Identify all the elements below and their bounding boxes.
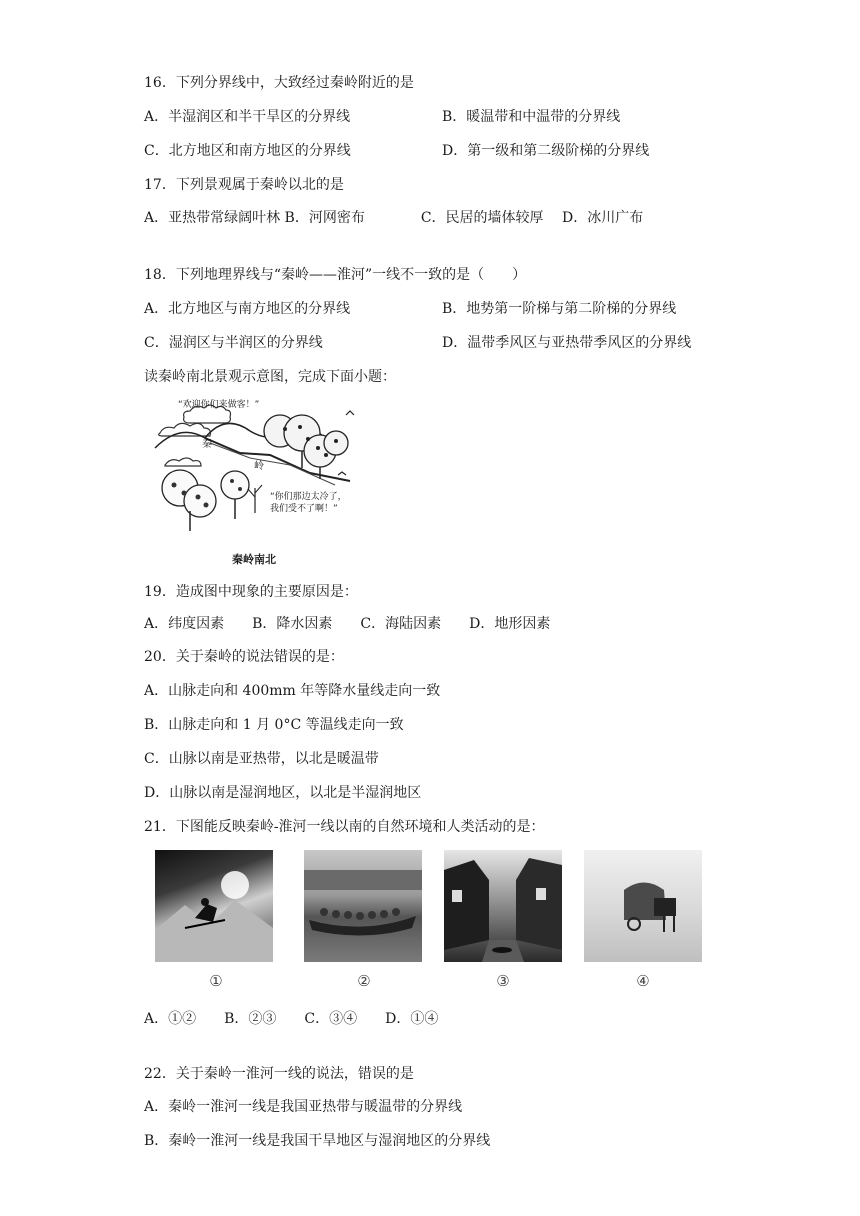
q18-option-c: C．湿润区与半润区的分界线 <box>144 335 323 351</box>
q21-stem: 21．下图能反映秦岭-淮河一线以南的自然环境和人类活动的是： <box>144 819 545 835</box>
q16-option-c: C．北方地区和南方地区的分界线 <box>144 143 351 159</box>
speech-south-2: 我们受不了啊！” <box>270 504 338 514</box>
q20-option-a: A．山脉走向和 400mm 年等降水量线走向一致 <box>144 683 441 699</box>
q20-option-c: C．山脉以南是亚热带，以北是暖温带 <box>144 751 379 767</box>
cartoon-caption: 秦岭南北 <box>232 553 276 566</box>
q22-stem: 22．关于秦岭一淮河一线的说法，错误的是 <box>144 1066 414 1082</box>
figure-intro: 读秦岭南北景观示意图，完成下面小题： <box>144 369 396 385</box>
q18-option-a: A．北方地区与南方地区的分界线 <box>144 301 351 317</box>
q20-option-b: B．山脉走向和 1 月 0°C 等温线走向一致 <box>144 717 404 733</box>
q19-options: A．纬度因素 B．降水因素 C．海陆因素 D．地形因素 <box>144 616 551 632</box>
q16-option-d: D．第一级和第二级阶梯的分界线 <box>442 143 650 159</box>
photo-label-3: ③ <box>496 972 510 990</box>
photo-label-2: ② <box>357 972 371 990</box>
photo-label-1: ① <box>209 972 223 990</box>
speech-north: “欢迎你们来做客！” <box>178 400 260 410</box>
qinling-cartoon <box>150 393 370 568</box>
q18-option-d: D．温带季风区与亚热带季风区的分界线 <box>442 335 692 351</box>
q17-stem: 17．下列景观属于秦岭以北的是 <box>144 177 344 193</box>
photo-desert-cart <box>584 850 702 962</box>
label-qin: 秦 <box>202 439 212 450</box>
q22-option-b: B．秦岭一淮河一线是我国干旱地区与湿润地区的分界线 <box>144 1133 491 1149</box>
speech-south-1: “你们那边太冷了， <box>270 492 347 502</box>
photo-label-4: ④ <box>636 972 650 990</box>
photo-skiing <box>155 850 273 962</box>
q18-option-b: B．地势第一阶梯与第二阶梯的分界线 <box>442 301 677 317</box>
q18-stem: 18．下列地理界线与“秦岭——淮河”一线不一致的是（ ） <box>144 267 527 283</box>
q19-stem: 19．造成图中现象的主要原因是： <box>144 584 358 600</box>
q20-stem: 20．关于秦岭的说法错误的是： <box>144 649 344 665</box>
q17-options: A．亚热带常绿阔叶林 B．河网密布 C．民居的墙体较厚 D．冰川广布 <box>144 210 644 226</box>
label-ling: 岭 <box>254 461 264 472</box>
q16-option-a: A．半湿润区和半干旱区的分界线 <box>144 109 351 125</box>
q20-option-d: D．山脉以南是湿润地区，以北是半湿润地区 <box>144 785 422 801</box>
q21-options: A．①② B．②③ C．③④ D．①④ <box>144 1011 439 1027</box>
photo-dragon-boat <box>304 850 422 962</box>
q22-option-a: A．秦岭一淮河一线是我国亚热带与暖温带的分界线 <box>144 1099 463 1115</box>
photo-water-town <box>444 850 562 962</box>
q16-option-b: B．暖温带和中温带的分界线 <box>442 109 621 125</box>
q16-stem: 16．下列分界线中，大致经过秦岭附近的是 <box>144 75 414 91</box>
